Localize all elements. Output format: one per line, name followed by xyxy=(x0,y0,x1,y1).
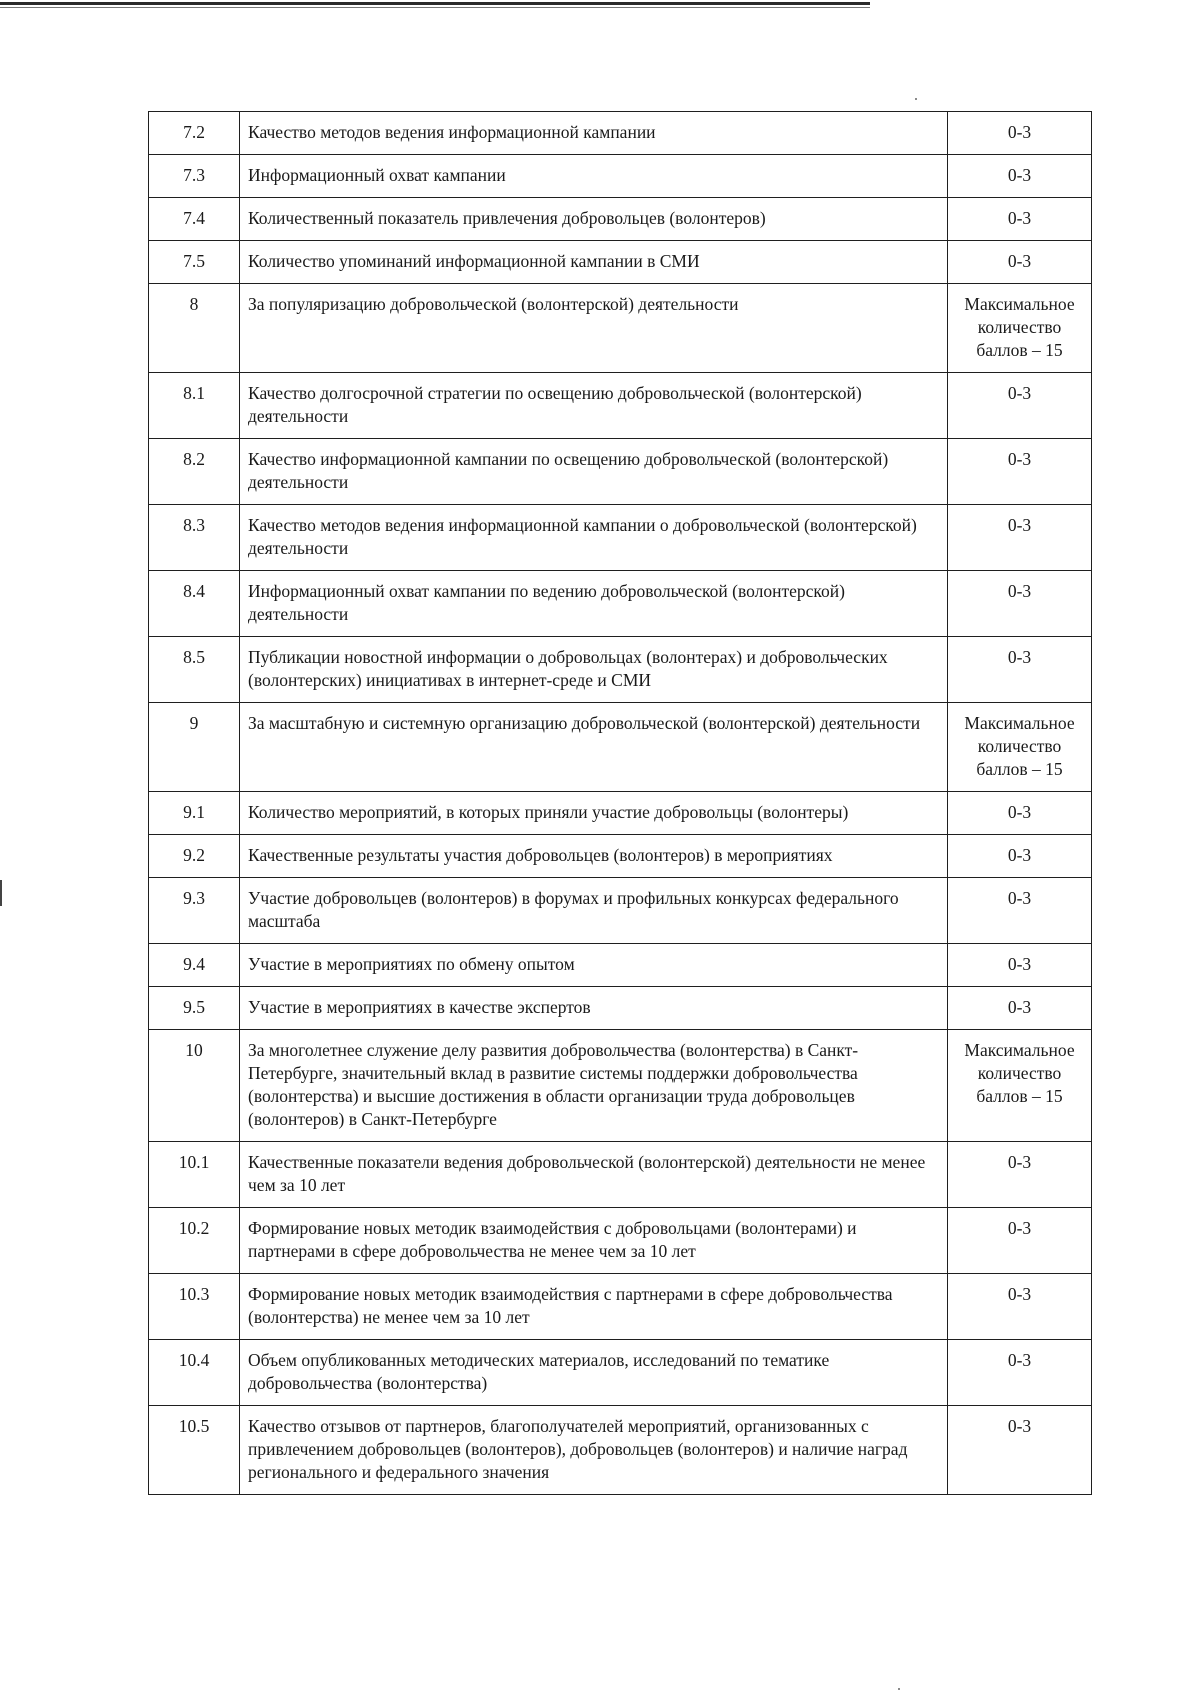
table-row xyxy=(149,878,1092,944)
table-row xyxy=(149,571,1092,637)
table-row xyxy=(149,944,1092,987)
criterion-description: Участие в мероприятиях в качестве экспертов xyxy=(240,987,948,1030)
criterion-score: 0-3 xyxy=(948,1340,1092,1406)
table-row xyxy=(149,1406,1092,1495)
criterion-score: 0-3 xyxy=(948,155,1092,198)
criterion-number: 9.3 xyxy=(149,878,240,944)
criteria-table-body xyxy=(149,112,1092,1495)
criterion-score: 0-3 xyxy=(948,1406,1092,1495)
table-row xyxy=(149,1142,1092,1208)
table-row xyxy=(149,439,1092,505)
scan-dust-dot xyxy=(915,98,917,100)
table-row xyxy=(149,1340,1092,1406)
criterion-description: Количественный показатель привлечения добровольцев (волонтеров) xyxy=(240,198,948,241)
criterion-description: За масштабную и системную организацию добровольческой (волонтерской) деятельности xyxy=(240,703,948,792)
criterion-description: Публикации новостной информации о добровольцах (волонтерах) и добровольческих (волонтерских) инициативах в интернет-среде и СМИ xyxy=(240,637,948,703)
criterion-number: 9.4 xyxy=(149,944,240,987)
table-row xyxy=(149,792,1092,835)
scan-edge-line-thin xyxy=(0,7,870,8)
criterion-score: 0-3 xyxy=(948,373,1092,439)
criterion-number: 10.3 xyxy=(149,1274,240,1340)
criterion-score: Максимальное количество баллов – 15 xyxy=(948,703,1092,792)
criterion-description: Информационный охват кампании по ведению добровольческой (волонтерской) деятельности xyxy=(240,571,948,637)
criterion-description: Качество информационной кампании по освещению добровольческой (волонтерской) деятельности xyxy=(240,439,948,505)
criterion-score: 0-3 xyxy=(948,878,1092,944)
criterion-description: Качество методов ведения информационной кампании xyxy=(240,112,948,155)
criterion-description: Объем опубликованных методических материалов, исследований по тематике добровольчества (волонтерства) xyxy=(240,1340,948,1406)
criterion-score: 0-3 xyxy=(948,944,1092,987)
table-row xyxy=(149,241,1092,284)
table-row xyxy=(149,835,1092,878)
table-row xyxy=(149,112,1092,155)
criterion-score: 0-3 xyxy=(948,637,1092,703)
scan-edge-line xyxy=(0,2,870,5)
criterion-number: 8.2 xyxy=(149,439,240,505)
table-row xyxy=(149,284,1092,373)
criterion-description: Качество методов ведения информационной кампании о добровольческой (волонтерской) деятельности xyxy=(240,505,948,571)
criterion-description: За популяризацию добровольческой (волонтерской) деятельности xyxy=(240,284,948,373)
criterion-number: 9.1 xyxy=(149,792,240,835)
criterion-description: Качество отзывов от партнеров, благополучателей мероприятий, организованных с привлечением добровольцев (волонтеров), добровольцев (волонтеров) и наличие наград регионального и федерального значения xyxy=(240,1406,948,1495)
criterion-number: 10.4 xyxy=(149,1340,240,1406)
criterion-score: 0-3 xyxy=(948,987,1092,1030)
criterion-number: 7.4 xyxy=(149,198,240,241)
criterion-number: 7.3 xyxy=(149,155,240,198)
criterion-description: Количество упоминаний информационной кампании в СМИ xyxy=(240,241,948,284)
criterion-score: Максимальное количество баллов – 15 xyxy=(948,1030,1092,1142)
criterion-score: 0-3 xyxy=(948,241,1092,284)
criterion-score: 0-3 xyxy=(948,1274,1092,1340)
table-row xyxy=(149,373,1092,439)
criterion-number: 7.5 xyxy=(149,241,240,284)
criterion-number: 10 xyxy=(149,1030,240,1142)
table-row xyxy=(149,1274,1092,1340)
criterion-description: Формирование новых методик взаимодействия с партнерами в сфере добровольчества (волонтерства) не менее чем за 10 лет xyxy=(240,1274,948,1340)
criterion-score: Максимальное количество баллов – 15 xyxy=(948,284,1092,373)
criterion-number: 8.1 xyxy=(149,373,240,439)
criterion-description: Качество долгосрочной стратегии по освещению добровольческой (волонтерской) деятельности xyxy=(240,373,948,439)
scan-margin-mark xyxy=(0,880,2,906)
table-row xyxy=(149,1030,1092,1142)
table-row xyxy=(149,987,1092,1030)
criterion-score: 0-3 xyxy=(948,439,1092,505)
criterion-number: 8.3 xyxy=(149,505,240,571)
criterion-description: Качественные показатели ведения добровольческой (волонтерской) деятельности не менее чем за 10 лет xyxy=(240,1142,948,1208)
criterion-number: 10.2 xyxy=(149,1208,240,1274)
criterion-number: 7.2 xyxy=(149,112,240,155)
scan-dust-dot xyxy=(898,1688,900,1690)
table-row xyxy=(149,1208,1092,1274)
criterion-score: 0-3 xyxy=(948,571,1092,637)
criterion-number: 8 xyxy=(149,284,240,373)
criterion-description: Участие добровольцев (волонтеров) в форумах и профильных конкурсах федерального масштаба xyxy=(240,878,948,944)
criterion-number: 8.4 xyxy=(149,571,240,637)
criterion-score: 0-3 xyxy=(948,198,1092,241)
table-row xyxy=(149,198,1092,241)
table-row xyxy=(149,637,1092,703)
table-row xyxy=(149,155,1092,198)
criteria-table xyxy=(148,111,1092,1495)
criterion-score: 0-3 xyxy=(948,112,1092,155)
criterion-description: Качественные результаты участия добровольцев (волонтеров) в мероприятиях xyxy=(240,835,948,878)
criterion-number: 10.5 xyxy=(149,1406,240,1495)
criterion-number: 10.1 xyxy=(149,1142,240,1208)
criterion-score: 0-3 xyxy=(948,505,1092,571)
criterion-score: 0-3 xyxy=(948,792,1092,835)
criterion-number: 9.2 xyxy=(149,835,240,878)
criterion-description: Количество мероприятий, в которых приняли участие добровольцы (волонтеры) xyxy=(240,792,948,835)
criterion-description: Участие в мероприятиях по обмену опытом xyxy=(240,944,948,987)
criterion-description: Формирование новых методик взаимодействия с добровольцами (волонтерами) и партнерами в сфере добровольчества не менее чем за 10 лет xyxy=(240,1208,948,1274)
criterion-number: 9 xyxy=(149,703,240,792)
criterion-description: За многолетнее служение делу развития добровольчества (волонтерства) в Санкт-Петербурге, значительный вклад в развитие системы поддержки добровольчества (волонтерства) и высшие достижения в области организации труда добровольцев (волонтеров) в Санкт-Петербурге xyxy=(240,1030,948,1142)
criterion-description: Информационный охват кампании xyxy=(240,155,948,198)
table-row xyxy=(149,505,1092,571)
criterion-score: 0-3 xyxy=(948,835,1092,878)
criterion-score: 0-3 xyxy=(948,1142,1092,1208)
table-row xyxy=(149,703,1092,792)
criterion-score: 0-3 xyxy=(948,1208,1092,1274)
criterion-number: 9.5 xyxy=(149,987,240,1030)
criterion-number: 8.5 xyxy=(149,637,240,703)
